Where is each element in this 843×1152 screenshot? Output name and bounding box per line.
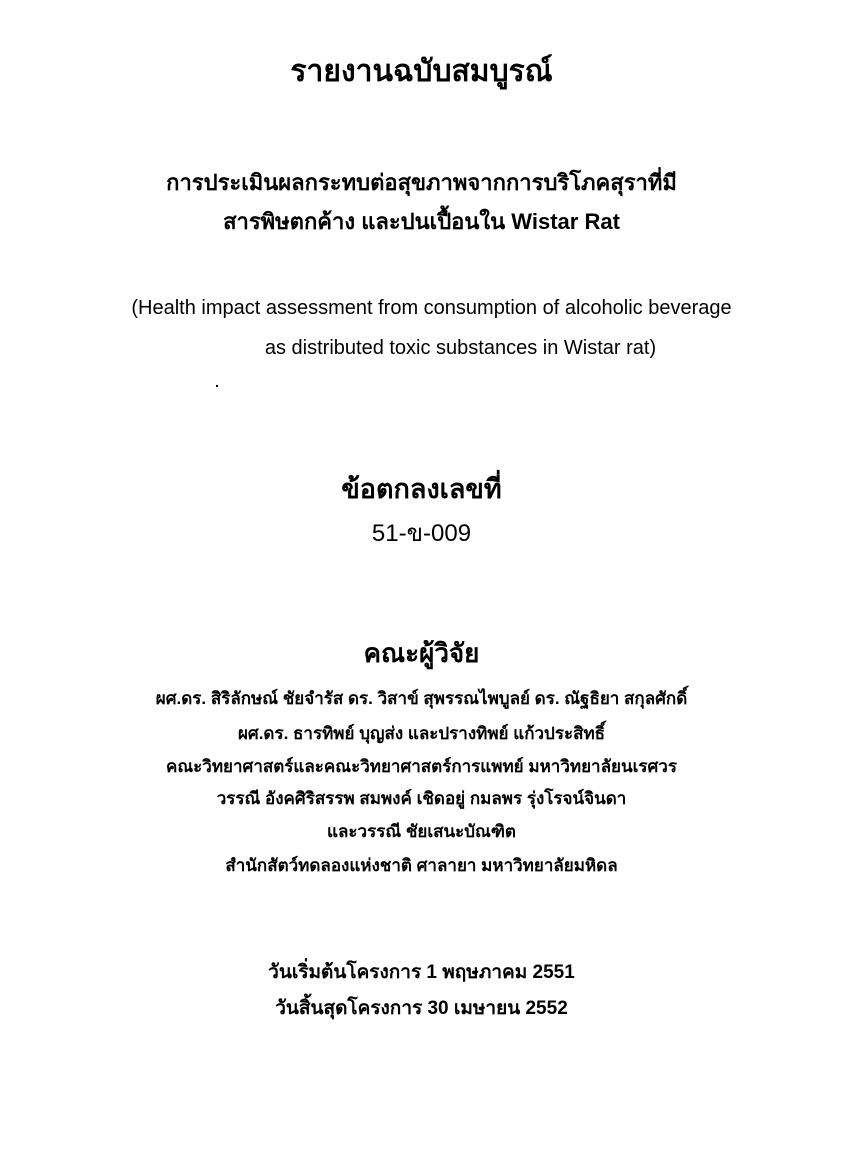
- project-end-date: วันสิ้นสุดโครงการ 30 เมษายน 2552: [275, 998, 568, 1019]
- english-title-line-1: (Health impact assessment from consumption of alcoholic beverage: [131, 297, 732, 319]
- researcher-affiliation-2: สำนักสัตว์ทดลองแห่งชาติ ศาลายา มหาวิทยาลัยมหิดล: [225, 856, 618, 875]
- project-start-date: วันเริ่มต้นโครงการ 1 พฤษภาคม 2551: [268, 962, 575, 983]
- contract-number: 51-ข-009: [371, 520, 472, 547]
- stray-dot: [216, 385, 218, 387]
- researcher-line-2: ผศ.ดร. ธารทิพย์ บุญส่ง และปรางทิพย์ แก้วประสิทธิ์: [237, 724, 606, 743]
- researcher-line-1: ผศ.ดร. สิริลักษณ์ ชัยจำรัส ดร. วิสาข์ สุพรรณไพบูลย์ ดร. ณัฐธิยา สกุลศักดิ์: [155, 689, 688, 708]
- thai-title-line-1: การประเมินผลกระทบต่อสุขภาพจากการบริโภคสุราที่มี: [166, 170, 677, 195]
- thai-title-line-2: สารพิษตกค้าง และปนเปื้อนใน Wistar Rat: [223, 209, 620, 234]
- researcher-line-3: วรรณี อังคศิริสรรพ สมพงค์ เชิดอยู่ กมลพร รุ่งโรจน์จินดา: [216, 789, 627, 808]
- researcher-line-4: และวรรณี ชัยเสนะบัณฑิต: [327, 822, 516, 841]
- report-title: รายงานฉบับสมบูรณ์: [290, 55, 553, 88]
- english-title-line-2: as distributed toxic substances in Wistar rat): [264, 337, 657, 359]
- researcher-affiliation-1: คณะวิทยาศาสตร์และคณะวิทยาศาสตร์การแพทย์ มหาวิทยาลัยนเรศวร: [166, 757, 677, 776]
- contract-label: ข้อตกลงเลขที่: [341, 474, 502, 504]
- researchers-label: คณะผู้วิจัย: [363, 638, 480, 668]
